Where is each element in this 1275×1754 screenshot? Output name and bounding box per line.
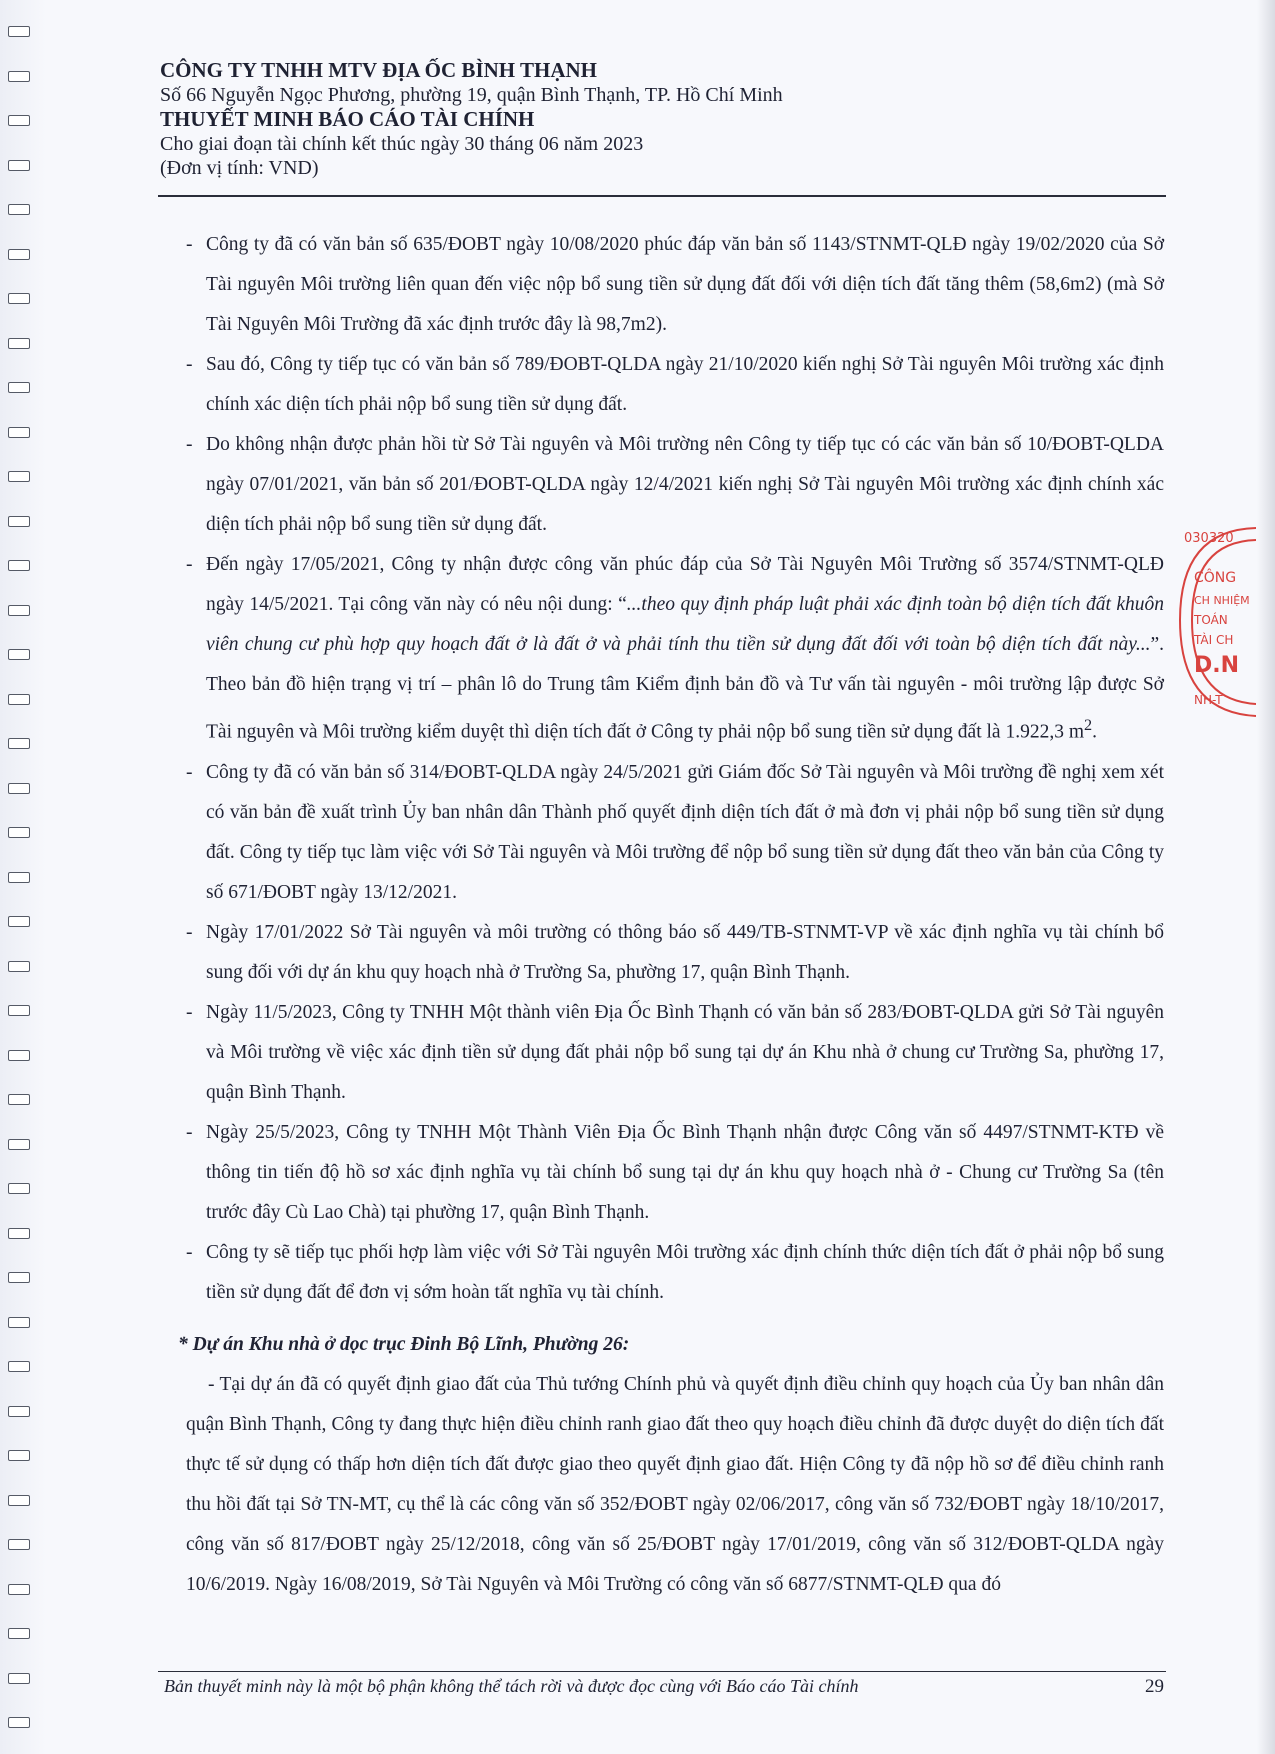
spiral-binding: [0, 0, 46, 1754]
footer-rule: [158, 1671, 1166, 1672]
binding-hole: [8, 293, 30, 304]
currency-unit: (Đơn vị tính: VND): [160, 157, 319, 179]
stamp-text: NH-T: [1194, 693, 1223, 707]
binding-hole: [8, 1628, 30, 1639]
binding-hole: [8, 1495, 30, 1506]
binding-hole: [8, 1539, 30, 1550]
binding-hole: [8, 71, 30, 82]
binding-hole: [8, 694, 30, 705]
list-item: - Ngày 25/5/2023, Công ty TNHH Một Thành Viên Địa Ốc Bình Thạnh nhận được Công văn số 4497/STNMT-KTĐ về thông tin tiến độ hồ sơ xác định nghĩa vụ tài chính bổ sung tại dự án khu quy hoạch nhà ở - Chung cư Trường Sa (tên trước đây Cù Lao Chà) tại phường 17, quận Bình Thạnh.: [186, 1121, 1164, 1223]
binding-hole: [8, 916, 30, 927]
stamp-text: CH NHIỆM: [1194, 594, 1250, 607]
binding-hole: [8, 1183, 30, 1194]
list-item: - Công ty đã có văn bản số 635/ĐOBT ngày 10/08/2020 phúc đáp văn bản số 1143/STNMT-QLĐ ngày 19/02/2020 của Sở Tài nguyên Môi trường liên quan đến việc nộp bổ sung tiền sử dụng đất đối với diện tích đất tăng thêm (58,6m2) (mà Sở Tài Nguyên Môi Trường đã xác định trước đây là 98,7m2).: [186, 234, 1164, 335]
section-paragraph: - Tại dự án đã có quyết định giao đất của Thủ tướng Chính phủ và quyết định điều chỉnh quy hoạch của Ủy ban nhân dân quận Bình Thạnh, Công ty đang thực hiện điều chỉnh ranh giao đất theo quy hoạch điều chỉnh đã được duyệt do diện tích đất thực tế sử dụng có thấp hơn diện tích đất được giao theo quyết định giao đất. Hiện Công ty đã nộp hồ sơ để điều chỉnh ranh thu hồi đất tại Sở TN-MT, cụ thể là các công văn số 352/ĐOBT ngày 02/06/2017, công văn số 732/ĐOBT ngày 18/10/2017, công văn số 817/ĐOBT ngày 25/12/2018, công văn số 25/ĐOBT ngày 17/01/2019, công văn số 312/ĐOBT-QLDA ngày 10/6/2019. Ngày 16/08/2019, Sở Tài Nguyên và Môi Trường có công văn số 6877/STNMT-QLĐ qua đó: [186, 1373, 1164, 1595]
binding-hole: [8, 738, 30, 749]
document-body: [178, 225, 1164, 1605]
binding-hole: [8, 1584, 30, 1595]
list-item: - Đến ngày 17/05/2021, Công ty nhận được công văn phúc đáp của Sở Tài Nguyên Môi Trường số 3574/STNMT-QLĐ ngày 14/5/2021. Tại công văn này có nêu nội dung: “...theo quy định pháp luật phải xác định toàn bộ diện tích đất khuôn viên chung cư phù hợp quy hoạch đất ở là đất ở và phải tính thu tiền sử dụng đất đối với toàn bộ diện tích đất này...”. Theo bản đồ hiện trạng vị trí – phân lô do Trung tâm Kiểm định bản đồ và Tư vấn tài nguyên - môi trường lập được Sở Tài nguyên và Môi trường kiểm duyệt thì diện tích đất ở Công ty phải nộp bổ sung tiền sử dụng đất là 1.922,3 $m^2$.: [186, 554, 1164, 743]
binding-hole: [8, 1406, 30, 1417]
list-item: - Ngày 17/01/2022 Sở Tài nguyên và môi trường có thông báo số 449/TB-STNMT-VP về xác định nghĩa vụ tài chính bổ sung đối với dự án khu quy hoạch nhà ở Trường Sa, phường 17, quận Bình Thạnh.: [186, 921, 1164, 983]
binding-hole: [8, 1361, 30, 1372]
footer-note: Bản thuyết minh này là một bộ phận không thể tách rời và được đọc cùng với Báo cáo Tài chính: [164, 1676, 859, 1696]
quoted-text: ...theo quy định pháp luật phải xác định toàn bộ diện tích đất khuôn viên chung cư phù hợp quy hoạch đất ở là đất ở và phải tính thu tiền sử dụng đất đối với toàn bộ diện tích đất này...: [206, 594, 1164, 655]
list-item: - Do không nhận được phản hồi từ Sở Tài nguyên và Môi trường nên Công ty tiếp tục có các văn bản số 10/ĐOBT-QLDA ngày 07/01/2021, văn bản số 201/ĐOBT-QLDA ngày 12/4/2021 kiến nghị Sở Tài nguyên Môi trường xác định chính xác diện tích phải nộp bổ sung tiền sử dụng đất.: [186, 434, 1164, 535]
binding-hole: [8, 1094, 30, 1105]
binding-hole: [8, 115, 30, 126]
page-edge-shadow: [1257, 0, 1275, 1754]
binding-hole: [8, 605, 30, 616]
binding-hole: [8, 649, 30, 660]
binding-hole: [8, 872, 30, 883]
binding-hole: [8, 516, 30, 527]
binding-hole: [8, 1228, 30, 1239]
company-name: CÔNG TY TNHH MTV ĐỊA ỐC BÌNH THẠNH: [160, 58, 597, 82]
binding-hole: [8, 1272, 30, 1283]
company-address: Số 66 Nguyễn Ngọc Phương, phường 19, quận Bình Thạnh, TP. Hồ Chí Minh: [160, 83, 783, 106]
stamp-text: TOÁN: [1194, 613, 1228, 627]
page-footer: [164, 1676, 1164, 1697]
binding-hole: [8, 1005, 30, 1016]
binding-hole: [8, 204, 30, 215]
binding-hole: [8, 471, 30, 482]
list-item: - Công ty đã có văn bản số 314/ĐOBT-QLDA ngày 24/5/2021 gửi Giám đốc Sở Tài nguyên và Môi trường đề nghị xem xét có văn bản đề xuất trình Ủy ban nhân dân Thành phố quyết định diện tích đất ở mà đơn vị phải nộp bổ sung tiền sử dụng đất. Công ty tiếp tục làm việc với Sở Tài nguyên và Môi trường để nộp bổ sung tiền sử dụng đất theo văn bản của Công ty số 671/ĐOBT ngày 13/12/2021.: [186, 761, 1164, 903]
binding-hole: [8, 1139, 30, 1150]
list-item: - Sau đó, Công ty tiếp tục có văn bản số 789/ĐOBT-QLDA ngày 21/10/2020 kiến nghị Sở Tài nguyên Môi trường xác định chính xác diện tích phải nộp bổ sung tiền sử dụng đất.: [186, 354, 1164, 415]
stamp-text: TÀI CH: [1194, 633, 1234, 647]
binding-hole: [8, 427, 30, 438]
binding-hole: [8, 26, 30, 37]
section-heading: * Dự án Khu nhà ở dọc trục Đinh Bộ Lĩnh, Phường 26:: [178, 1333, 630, 1355]
binding-hole: [8, 382, 30, 393]
binding-hole: [8, 338, 30, 349]
binding-hole: [8, 560, 30, 571]
binding-hole: [8, 961, 30, 972]
binding-hole: [8, 783, 30, 794]
binding-hole: [8, 249, 30, 260]
list-item: - Công ty sẽ tiếp tục phối hợp làm việc với Sở Tài nguyên Môi trường xác định chính thức diện tích đất ở phải nộp bổ sung tiền sử dụng đất để đơn vị sớm hoàn tất nghĩa vụ tài chính.: [186, 1241, 1164, 1303]
stamp-text: CÔNG: [1194, 570, 1237, 586]
binding-hole: [8, 1317, 30, 1328]
reporting-period: Cho giai đoạn tài chính kết thúc ngày 30 tháng 06 năm 2023: [160, 132, 644, 155]
stamp-text: D.N: [1194, 653, 1240, 678]
page-number: 29: [1145, 1676, 1164, 1697]
header-rule: [158, 195, 1166, 197]
binding-hole: [8, 827, 30, 838]
binding-hole: [8, 1673, 30, 1684]
binding-hole: [8, 1717, 30, 1728]
binding-hole: [8, 1450, 30, 1461]
list-item: - Ngày 11/5/2023, Công ty TNHH Một thành viên Địa Ốc Bình Thạnh có văn bản số 283/ĐOBT-QLDA gửi Sở Tài nguyên và Môi trường về việc xác định tiền sử dụng đất phải nộp bổ sung tại dự án Khu nhà ở chung cư Trường Sa, phường 17, quận Bình Thạnh.: [186, 1001, 1164, 1103]
binding-hole: [8, 1050, 30, 1061]
stamp-text: 030320: [1184, 531, 1234, 546]
document-title: THUYẾT MINH BÁO CÁO TÀI CHÍNH: [160, 107, 535, 131]
company-seal-stamp: [1176, 520, 1256, 725]
document-header: [160, 58, 1165, 181]
binding-hole: [8, 160, 30, 171]
